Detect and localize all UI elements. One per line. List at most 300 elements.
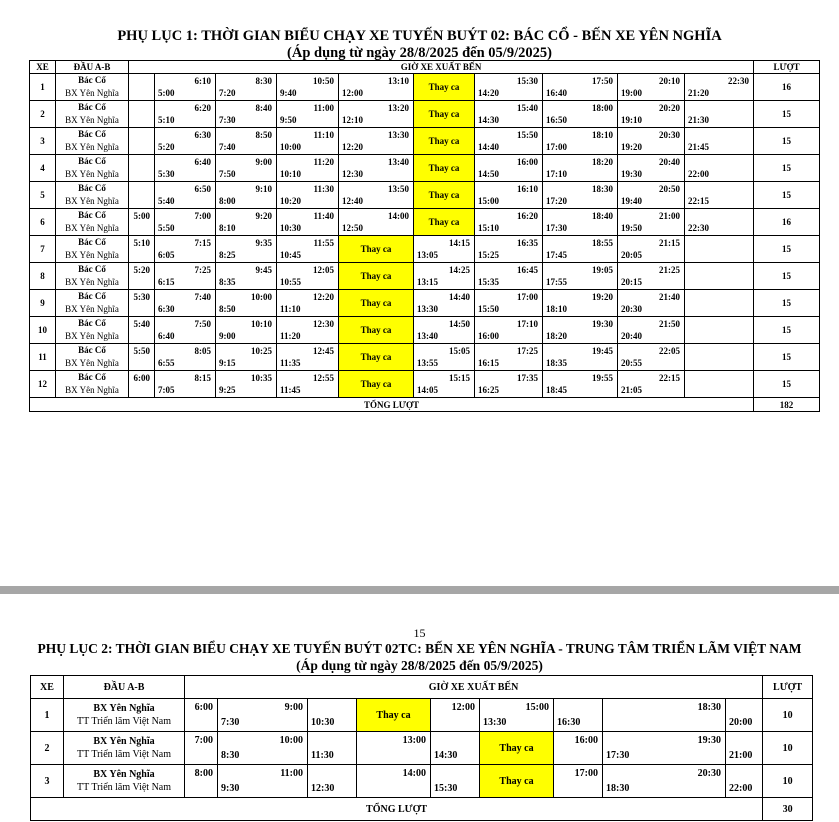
time-cell (685, 344, 754, 371)
departure-time-b: 11:10 (280, 304, 301, 314)
trip-count: 15 (754, 344, 820, 371)
endpoints-cell (56, 317, 129, 344)
departure-time-a: 10:35 (251, 373, 272, 383)
departure-time-b: 13:55 (417, 358, 438, 368)
departure-time-b: 20:30 (621, 304, 642, 314)
endpoint-b: TT Triển lãm Việt Nam (76, 716, 172, 727)
time-cell (685, 317, 754, 344)
endpoint-a: Bác Cổ (78, 210, 106, 220)
departure-time-b: 10:20 (280, 196, 301, 206)
departure-time-b: 9:30 (221, 783, 240, 794)
table-row (30, 263, 820, 290)
departure-time-a: 15:40 (517, 103, 538, 113)
trip-count: 15 (754, 155, 820, 182)
departure-time-a: 14:40 (449, 292, 470, 302)
departure-time-b: 12:20 (342, 142, 363, 152)
time-cell (129, 128, 155, 155)
table-row (31, 699, 813, 732)
departure-time-a: 18:55 (592, 238, 613, 248)
time-cell (618, 182, 685, 209)
table-row (30, 290, 820, 317)
departure-time-a: 12:20 (313, 292, 334, 302)
time-cell (129, 155, 155, 182)
endpoints-cell (56, 128, 129, 155)
header-dau: ĐẦU A-B (64, 676, 185, 699)
departure-time-b: 7:40 (219, 142, 236, 152)
trip-count: 10 (763, 765, 813, 798)
departure-time-a: 5:00 (133, 211, 150, 221)
time-cell (216, 236, 277, 263)
departure-time-b: 12:50 (342, 223, 363, 233)
appendix2-title: PHỤ LỤC 2: THỜI GIAN BIỂU CHẠY XE TUYẾN BUÝT 02TC: BẾN XE YÊN NGHĨA - TRUNG TÂM TRIỂN LÃM VIỆT NAM (37, 641, 802, 656)
time-cell (543, 344, 618, 371)
time-cell (129, 317, 155, 344)
time-cell (357, 732, 431, 765)
endpoint-b: BX Yên Nghĩa (65, 142, 119, 152)
time-cell (216, 155, 277, 182)
departure-time-b: 9:25 (219, 385, 236, 395)
departure-time-b: 11:30 (311, 750, 334, 761)
time-cell (216, 317, 277, 344)
time-cell (685, 182, 754, 209)
time-cell (618, 209, 685, 236)
time-cell (155, 209, 216, 236)
endpoint-a: Bác Cổ (78, 102, 106, 112)
departure-time-b: 8:00 (219, 196, 236, 206)
departure-time-a: 9:00 (284, 702, 303, 713)
table-header (31, 676, 813, 699)
appendix1-title: PHỤ LỤC 1: THỜI GIAN BIỂU CHẠY XE TUYẾN BUÝT 02: BÁC CỔ - BẾN XE YÊN NGHĨA (117, 28, 722, 44)
departure-time-b: 17:55 (546, 277, 567, 287)
departure-time-a: 12:30 (313, 319, 334, 329)
departure-time-b: 7:30 (221, 717, 240, 728)
time-cell (185, 732, 218, 765)
time-cell (618, 290, 685, 317)
departure-time-b: 10:10 (280, 169, 301, 179)
departure-time-b: 20:40 (621, 331, 642, 341)
time-cell (216, 263, 277, 290)
trip-count: 10 (763, 699, 813, 732)
departure-time-a: 8:15 (194, 373, 211, 383)
departure-time-a: 8:50 (255, 130, 272, 140)
bus-number: 10 (30, 317, 56, 344)
time-cell (308, 699, 357, 732)
time-cell (414, 290, 475, 317)
departure-time-b: 13:05 (417, 250, 438, 260)
departure-time-b: 18:10 (546, 304, 567, 314)
trip-count: 15 (754, 371, 820, 398)
departure-time-b: 19:10 (621, 115, 642, 125)
shift-change-cell: Thay ca (414, 155, 475, 182)
departure-time-b: 6:30 (158, 304, 175, 314)
departure-time-b: 20:00 (729, 717, 753, 728)
departure-time-a: 18:40 (592, 211, 613, 221)
departure-time-b: 12:30 (342, 169, 363, 179)
time-cell (129, 290, 155, 317)
time-cell (339, 155, 414, 182)
header-dau: ĐẦU A-B (56, 61, 129, 74)
endpoints-cell (64, 732, 185, 765)
departure-time-b: 9:00 (219, 331, 236, 341)
departure-time-b: 14:50 (478, 169, 499, 179)
total-label: TỔNG LƯỢT (30, 398, 754, 412)
departure-time-b: 13:30 (483, 717, 507, 728)
time-cell (618, 236, 685, 263)
departure-time-b: 5:10 (158, 115, 175, 125)
departure-time-a: 16:45 (517, 265, 538, 275)
departure-time-a: 11:40 (313, 211, 334, 221)
table-row (31, 765, 813, 798)
time-cell (129, 263, 155, 290)
time-cell (129, 101, 155, 128)
departure-time-a: 6:00 (194, 702, 213, 713)
departure-time-b: 10:00 (280, 142, 301, 152)
departure-time-a: 22:15 (659, 373, 680, 383)
departure-time-a: 11:00 (280, 768, 303, 779)
departure-time-a: 19:45 (592, 346, 613, 356)
time-cell (216, 182, 277, 209)
appendix2-table (30, 675, 813, 821)
departure-time-b: 10:55 (280, 277, 301, 287)
departure-time-b: 15:25 (478, 250, 499, 260)
appendix2-subtitle: (Áp dụng từ ngày 28/8/2025 đến 05/9/2025) (296, 658, 543, 673)
departure-time-a: 7:15 (194, 238, 211, 248)
departure-time-a: 21:15 (659, 238, 680, 248)
time-cell (543, 371, 618, 398)
time-cell (155, 263, 216, 290)
shift-change-cell: Thay ca (339, 371, 414, 398)
departure-time-a: 21:00 (659, 211, 680, 221)
time-cell (218, 732, 308, 765)
departure-time-b: 11:20 (280, 331, 301, 341)
endpoint-a: BX Yên Nghĩa (93, 736, 155, 747)
time-cell (475, 155, 543, 182)
time-cell (475, 182, 543, 209)
endpoint-a: Bác Cổ (78, 75, 106, 85)
departure-time-a: 11:20 (313, 157, 334, 167)
trip-count: 10 (763, 732, 813, 765)
departure-time-b: 5:40 (158, 196, 175, 206)
departure-time-a: 17:50 (592, 76, 613, 86)
departure-time-b: 19:20 (621, 142, 642, 152)
time-cell (277, 371, 339, 398)
total-value: 30 (763, 798, 813, 821)
time-cell (155, 317, 216, 344)
shift-change-cell: Thay ca (414, 209, 475, 236)
departure-time-a: 16:20 (517, 211, 538, 221)
endpoints-cell (64, 699, 185, 732)
time-cell (339, 209, 414, 236)
endpoint-a: Bác Cổ (78, 372, 106, 382)
time-cell (277, 101, 339, 128)
time-cell (431, 699, 480, 732)
departure-time-a: 9:00 (255, 157, 272, 167)
departure-time-a: 19:30 (697, 735, 721, 746)
endpoint-b: BX Yên Nghĩa (65, 88, 119, 98)
time-cell (543, 236, 618, 263)
time-cell (155, 290, 216, 317)
time-cell (414, 236, 475, 263)
time-cell (475, 101, 543, 128)
departure-time-a: 5:10 (133, 238, 150, 248)
endpoint-b: BX Yên Nghĩa (65, 304, 119, 314)
departure-time-a: 21:40 (659, 292, 680, 302)
departure-time-b: 21:45 (688, 142, 709, 152)
departure-time-a: 5:20 (133, 265, 150, 275)
departure-time-a: 14:00 (402, 768, 426, 779)
departure-time-a: 9:35 (255, 238, 272, 248)
time-cell (685, 101, 754, 128)
departure-time-a: 7:25 (194, 265, 211, 275)
table-row (30, 128, 820, 155)
departure-time-b: 13:15 (417, 277, 438, 287)
table-header (30, 61, 820, 74)
departure-time-a: 19:55 (592, 373, 613, 383)
table-row (30, 236, 820, 263)
endpoints-cell (56, 371, 129, 398)
table-row (31, 732, 813, 765)
departure-time-a: 10:00 (251, 292, 272, 302)
departure-time-a: 6:20 (194, 103, 211, 113)
departure-time-a: 6:30 (194, 130, 211, 140)
departure-time-a: 7:00 (194, 735, 213, 746)
time-cell (726, 732, 763, 765)
bus-number: 1 (31, 699, 64, 732)
departure-time-b: 12:00 (342, 88, 363, 98)
table-row (30, 344, 820, 371)
departure-time-b: 5:00 (158, 88, 175, 98)
departure-time-b: 21:05 (621, 385, 642, 395)
trip-count: 16 (754, 209, 820, 236)
departure-time-a: 18:10 (592, 130, 613, 140)
departure-time-b: 6:15 (158, 277, 175, 287)
departure-time-a: 11:00 (313, 103, 334, 113)
endpoints-cell (56, 74, 129, 101)
endpoint-b: BX Yên Nghĩa (65, 169, 119, 179)
time-cell (685, 290, 754, 317)
time-cell (277, 236, 339, 263)
departure-time-b: 9:40 (280, 88, 297, 98)
header-luot: LƯỢT (754, 61, 820, 74)
trip-count: 15 (754, 290, 820, 317)
time-cell (726, 765, 763, 798)
time-cell (155, 236, 216, 263)
time-cell (129, 209, 155, 236)
departure-time-a: 20:30 (659, 130, 680, 140)
departure-time-a: 18:30 (697, 702, 721, 713)
departure-time-b: 18:30 (606, 783, 630, 794)
time-cell (603, 732, 726, 765)
departure-time-a: 19:05 (592, 265, 613, 275)
time-cell (155, 182, 216, 209)
endpoint-b: TT Triển lãm Việt Nam (76, 749, 172, 760)
departure-time-a: 14:15 (449, 238, 470, 248)
departure-time-b: 15:00 (478, 196, 499, 206)
time-cell (603, 765, 726, 798)
time-cell (480, 699, 554, 732)
endpoint-b: BX Yên Nghĩa (65, 385, 119, 395)
time-cell (277, 74, 339, 101)
time-cell (475, 371, 543, 398)
departure-time-a: 9:20 (255, 211, 272, 221)
time-cell (185, 699, 218, 732)
time-cell (685, 128, 754, 155)
bus-number: 1 (30, 74, 56, 101)
departure-time-b: 21:20 (688, 88, 709, 98)
endpoint-a: BX Yên Nghĩa (93, 769, 155, 780)
time-cell (475, 128, 543, 155)
time-cell (277, 182, 339, 209)
departure-time-b: 10:30 (280, 223, 301, 233)
departure-time-a: 22:05 (659, 346, 680, 356)
time-cell (618, 317, 685, 344)
endpoint-a: Bác Cổ (78, 237, 106, 247)
departure-time-b: 10:30 (311, 717, 335, 728)
time-cell (543, 317, 618, 344)
departure-time-b: 15:30 (434, 783, 458, 794)
departure-time-b: 12:40 (342, 196, 363, 206)
table-row (30, 74, 820, 101)
departure-time-b: 22:00 (688, 169, 709, 179)
bus-number: 5 (30, 182, 56, 209)
departure-time-a: 6:00 (133, 373, 150, 383)
time-cell (618, 128, 685, 155)
departure-time-a: 6:10 (194, 76, 211, 86)
time-cell (618, 101, 685, 128)
departure-time-b: 5:50 (158, 223, 175, 233)
time-cell (618, 263, 685, 290)
time-cell (475, 317, 543, 344)
departure-time-a: 11:10 (313, 130, 334, 140)
time-cell (129, 182, 155, 209)
departure-time-b: 20:15 (621, 277, 642, 287)
time-cell (216, 344, 277, 371)
departure-time-a: 15:15 (449, 373, 470, 383)
departure-time-a: 10:10 (251, 319, 272, 329)
header-gio: GIỜ XE XUẤT BẾN (129, 61, 754, 74)
time-cell (308, 765, 357, 798)
departure-time-a: 20:10 (659, 76, 680, 86)
departure-time-b: 20:05 (621, 250, 642, 260)
table-row (30, 182, 820, 209)
shift-change-cell: Thay ca (339, 263, 414, 290)
departure-time-b: 10:45 (280, 250, 301, 260)
departure-time-a: 5:30 (133, 292, 150, 302)
departure-time-b: 18:35 (546, 358, 567, 368)
departure-time-a: 6:40 (194, 157, 211, 167)
time-cell (414, 263, 475, 290)
time-cell (339, 74, 414, 101)
endpoint-b: BX Yên Nghĩa (65, 223, 119, 233)
endpoint-b: BX Yên Nghĩa (65, 358, 119, 368)
endpoints-cell (64, 765, 185, 798)
departure-time-a: 20:40 (659, 157, 680, 167)
departure-time-b: 6:55 (158, 358, 175, 368)
departure-time-a: 7:40 (194, 292, 211, 302)
endpoint-a: Bác Cổ (78, 345, 106, 355)
departure-time-b: 18:20 (546, 331, 567, 341)
departure-time-b: 11:45 (280, 385, 301, 395)
departure-time-a: 10:00 (279, 735, 303, 746)
time-cell (277, 263, 339, 290)
header-xe: XE (30, 61, 56, 74)
departure-time-b: 20:55 (621, 358, 642, 368)
departure-time-a: 14:00 (388, 211, 409, 221)
time-cell (155, 155, 216, 182)
departure-time-b: 14:30 (478, 115, 499, 125)
shift-change-cell: Thay ca (414, 74, 475, 101)
departure-time-b: 16:40 (546, 88, 567, 98)
departure-time-b: 19:40 (621, 196, 642, 206)
departure-time-b: 9:50 (280, 115, 297, 125)
departure-time-b: 17:45 (546, 250, 567, 260)
time-cell (554, 699, 603, 732)
departure-time-b: 16:30 (557, 717, 581, 728)
endpoint-a: Bác Cổ (78, 318, 106, 328)
endpoint-b: BX Yên Nghĩa (65, 331, 119, 341)
header-gio: GIỜ XE XUẤT BẾN (185, 676, 763, 699)
time-cell (216, 209, 277, 236)
time-cell (216, 128, 277, 155)
time-cell (543, 290, 618, 317)
time-cell (216, 101, 277, 128)
departure-time-a: 13:30 (388, 130, 409, 140)
departure-time-b: 19:30 (621, 169, 642, 179)
departure-time-a: 15:00 (525, 702, 549, 713)
shift-change-cell: Thay ca (480, 732, 554, 765)
departure-time-a: 16:35 (517, 238, 538, 248)
departure-time-b: 7:05 (158, 385, 175, 395)
departure-time-b: 12:30 (311, 783, 335, 794)
time-cell (603, 699, 726, 732)
time-cell (216, 371, 277, 398)
trip-count: 15 (754, 317, 820, 344)
departure-time-b: 15:10 (478, 223, 499, 233)
time-cell (431, 765, 480, 798)
departure-time-a: 15:50 (517, 130, 538, 140)
departure-time-b: 7:20 (219, 88, 236, 98)
departure-time-b: 12:10 (342, 115, 363, 125)
departure-time-b: 13:40 (417, 331, 438, 341)
bus-number: 9 (30, 290, 56, 317)
time-cell (543, 155, 618, 182)
time-cell (543, 182, 618, 209)
time-cell (554, 765, 603, 798)
time-cell (277, 128, 339, 155)
shift-change-cell: Thay ca (414, 101, 475, 128)
table-row (30, 209, 820, 236)
departure-time-a: 15:05 (449, 346, 470, 356)
endpoint-b: TT Triển lãm Việt Nam (76, 782, 172, 793)
time-cell (277, 155, 339, 182)
header-xe: XE (31, 676, 64, 699)
time-cell (185, 765, 218, 798)
bus-number: 8 (30, 263, 56, 290)
departure-time-a: 12:45 (313, 346, 334, 356)
total-row (30, 398, 820, 412)
bus-number: 6 (30, 209, 56, 236)
departure-time-a: 8:05 (194, 346, 211, 356)
time-cell (155, 128, 216, 155)
departure-time-a: 11:30 (313, 184, 334, 194)
time-cell (475, 290, 543, 317)
endpoints-cell (56, 236, 129, 263)
departure-time-b: 22:15 (688, 196, 709, 206)
departure-time-a: 13:20 (388, 103, 409, 113)
endpoint-b: BX Yên Nghĩa (65, 196, 119, 206)
time-cell (726, 699, 763, 732)
departure-time-a: 6:50 (194, 184, 211, 194)
